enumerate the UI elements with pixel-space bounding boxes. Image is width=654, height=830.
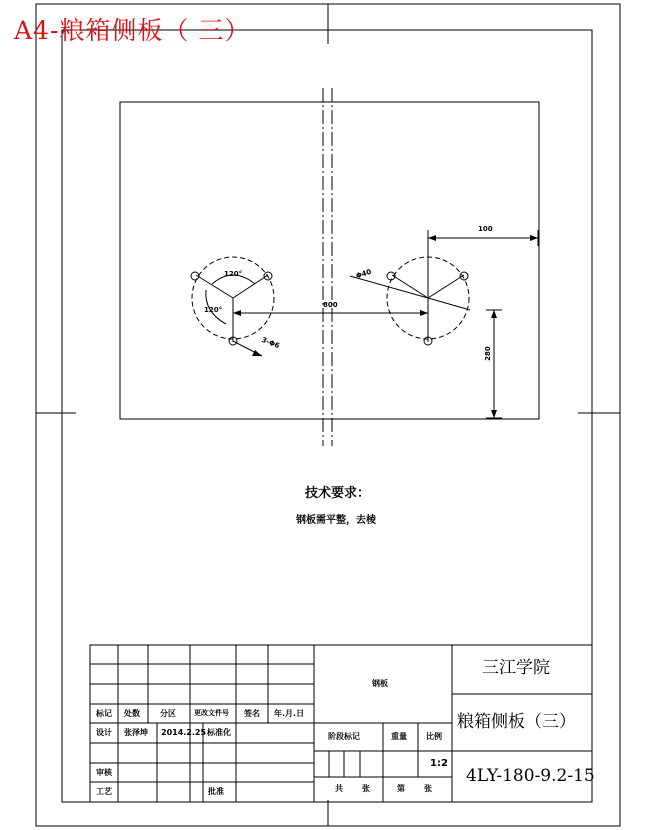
header-signature: 签名	[244, 709, 260, 718]
diameter-label: Φ40	[354, 267, 373, 281]
sheet-total-label: 共	[335, 784, 343, 793]
part-name: 钢板	[372, 679, 388, 688]
angle-label-a: 120°	[224, 270, 243, 278]
sheet-unit-b: 张	[424, 784, 432, 793]
designer-name: 张泽坤	[124, 728, 148, 737]
scale-header: 比例	[426, 732, 442, 741]
tech-requirements-note: 钢板需平整，去棱	[296, 515, 376, 526]
plate-outline	[120, 102, 539, 419]
school-name: 三江学院	[482, 658, 550, 678]
scale-value: 1:2	[430, 758, 448, 769]
approve-label: 批准	[208, 787, 224, 796]
header-zone: 分区	[160, 709, 176, 718]
header-change-doc: 更改文件号	[194, 709, 229, 717]
sheet-unit-a: 张	[362, 784, 370, 793]
height-dimension	[483, 310, 502, 418]
standardization-label: 标准化	[207, 728, 231, 737]
right-radius-1	[392, 275, 428, 298]
drawing-title: 粮箱侧板（三）	[457, 712, 576, 732]
dimension-arrows	[233, 235, 538, 418]
sheet-current-label: 第	[397, 784, 405, 793]
right-hole-2	[460, 272, 468, 280]
weight-header: 重量	[391, 732, 407, 741]
process-label: 工艺	[96, 787, 112, 796]
design-date: 2014.2.25	[161, 728, 207, 737]
height-dimension-label: 280	[483, 346, 492, 361]
left-radius-1	[196, 275, 233, 298]
right-radius-2	[428, 275, 464, 298]
review-label: 审核	[96, 768, 112, 777]
angle-label-b: 120°	[204, 306, 223, 314]
sheet-title: A4-粮箱侧板（ 三）	[14, 16, 251, 45]
left-radius-2	[233, 275, 268, 298]
design-label: 设计	[96, 728, 112, 737]
drawing-number: 4LY-180-9.2-15	[466, 766, 595, 786]
header-date: 年.月.日	[274, 709, 305, 718]
outer-frame	[36, 4, 620, 826]
tech-requirements-title: 技术要求：	[305, 486, 371, 501]
offset-dimension-label: 100	[478, 225, 493, 233]
header-count: 处数	[124, 709, 140, 718]
diameter-line	[428, 298, 470, 310]
header-mark: 标记	[96, 709, 112, 718]
inner-border	[62, 30, 592, 802]
holes-label: 3-Φ6	[260, 335, 281, 351]
spacing-dimension-label: 800	[323, 301, 338, 309]
stage-mark-header: 阶段标记	[328, 732, 360, 741]
